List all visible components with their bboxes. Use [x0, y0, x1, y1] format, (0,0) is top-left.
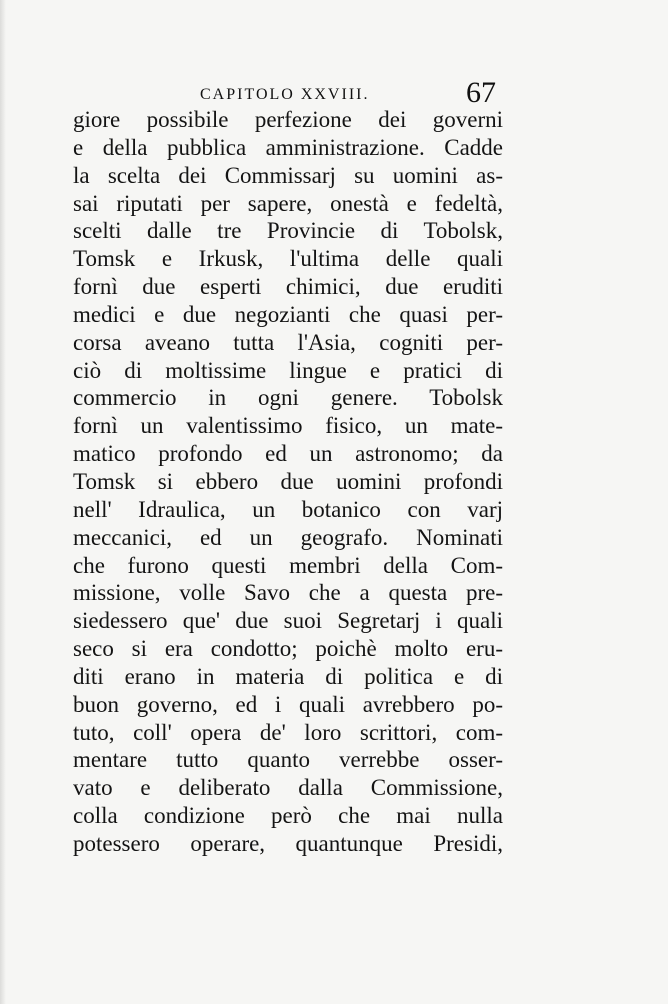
text-line: tuto, coll' opera de' loro scrittori, com- [73, 719, 503, 745]
text-line: fornì due esperti chimici, due eruditi [73, 274, 503, 300]
text-line: mentare tutto quanto verrebbe osser- [73, 747, 503, 773]
text-line: giore possibile perfezione dei governi [73, 107, 503, 132]
body-text [73, 106, 503, 858]
text-line: nell' Idraulica, un botanico con varj [73, 496, 503, 522]
text-line: colla condizione però che mai nulla [73, 803, 503, 829]
text-line: scelti dalle tre Provincie di Tobolsk, [73, 218, 503, 244]
text-line: missione, volle Savo che a questa pre- [73, 580, 503, 606]
text-line: seco si era condotto; poichè molto eru- [73, 636, 503, 662]
text-line: medici e due negozianti che quasi per- [73, 301, 503, 327]
text-line: meccanici, ed un geografo. Nominati [73, 524, 503, 550]
text-line: siedessero que' due suoi Segretarj i quali [73, 608, 503, 634]
text-line: fornì un valentissimo fisico, un mate- [73, 413, 503, 439]
text-line: e della pubblica amministrazione. Cadde [73, 134, 503, 160]
text-line: matico profondo ed un astronomo; da [73, 441, 503, 467]
text-line: sai riputati per sapere, onestà e fedeltà, [73, 190, 503, 216]
text-line: potessero operare, quantunque Presidi, [73, 830, 503, 856]
page-number: 67 [466, 76, 496, 109]
text-line: Tomsk si ebbero due uomini profondi [73, 468, 503, 494]
text-line: ciò di moltissime lingue e pratici di [73, 357, 503, 383]
text-line: la scelta dei Commissarj su uomini as- [73, 162, 503, 188]
text-line: commercio in ogni genere. Tobolsk [73, 385, 503, 411]
text-line: corsa aveano tutta l'Asia, cogniti per- [73, 329, 503, 355]
page-edge-shadow [0, 0, 6, 1004]
text-line: che furono questi membri della Com- [73, 552, 503, 578]
text-line: diti erano in materia di politica e di [73, 663, 503, 689]
text-line: vato e deliberato dalla Commissione, [73, 775, 503, 801]
chapter-title: CAPITOLO XXVIII. [200, 86, 370, 103]
text-line: buon governo, ed i quali avrebbero po- [73, 691, 503, 717]
text-line: Tomsk e Irkusk, l'ultima delle quali [73, 246, 503, 272]
